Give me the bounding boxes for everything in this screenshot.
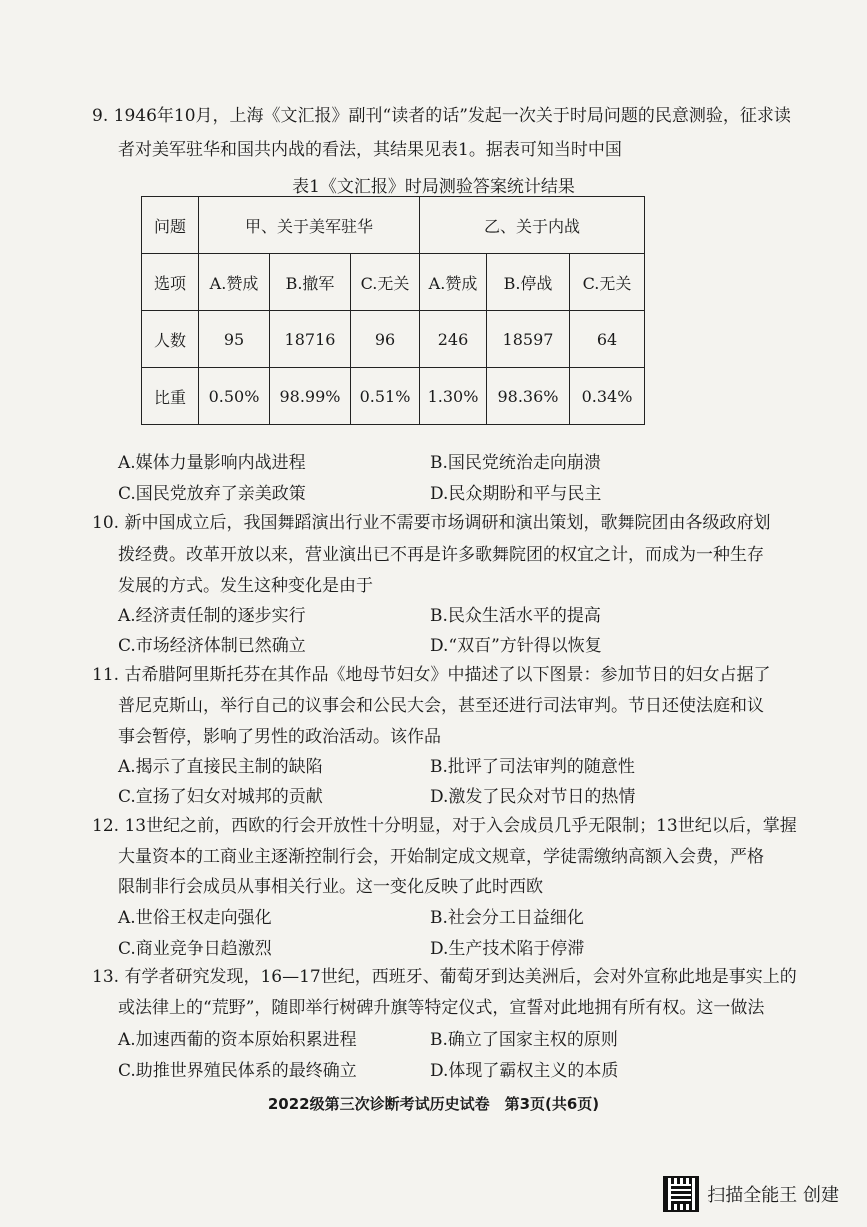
table-cell: 问题 [142,197,199,254]
table-row [142,368,645,425]
q12-line-3: 限制非行会成员从事相关行业。这一变化反映了此时西欧 [118,877,543,897]
q11-option-c[interactable]: C.宣扬了妇女对城邦的贡献 [118,787,323,807]
table-cell: 0.51% [351,368,420,425]
table-cell: C.无关 [351,254,420,311]
table-row [142,197,645,254]
table-cell: A.赞成 [199,254,270,311]
table-cell: 95 [199,311,270,368]
q12-option-d[interactable]: D.生产技术陷于停滞 [430,939,585,959]
q10-option-d[interactable]: D.“双百”方针得以恢复 [430,636,602,656]
q13-option-c[interactable]: C.助推世界殖民体系的最终确立 [118,1061,357,1081]
table-cell: 98.99% [270,368,351,425]
q12-option-a[interactable]: A.世俗王权走向强化 [118,908,272,928]
q9-line-1: 9. 1946年10月，上海《文汇报》副刊“读者的话”发起一次关于时局问题的民意测验，征求读 [92,106,791,126]
scanner-watermark [663,1176,839,1212]
q12-option-b[interactable]: B.社会分工日益细化 [430,908,584,928]
q13-option-d[interactable]: D.体现了霸权主义的本质 [430,1061,619,1081]
q11-line-3: 事会暂停，影响了男性的政治活动。该作品 [118,727,441,747]
table-cell: 18597 [487,311,570,368]
q12-option-c[interactable]: C.商业竞争日趋激烈 [118,939,272,959]
q13-option-a[interactable]: A.加速西葡的资本原始积累进程 [118,1030,357,1050]
table-cell: 乙、关于内战 [420,197,645,254]
table-cell: 0.50% [199,368,270,425]
q13-line-2: 或法律上的“荒野”，随即举行树碑升旗等特定仪式，宣誓对此地拥有所有权。这一做法 [118,998,765,1018]
table-cell: 246 [420,311,487,368]
watermark-text: 扫描全能王 创建 [707,1185,839,1206]
q11-line-2: 普尼克斯山，举行自己的议事会和公民大会，甚至还进行司法审判。节日还使法庭和议 [118,696,764,716]
q13-option-b[interactable]: B.确立了国家主权的原则 [430,1030,618,1050]
table-cell: 96 [351,311,420,368]
q9-option-d[interactable]: D.民众期盼和平与民主 [430,484,602,504]
q9-option-b[interactable]: B.国民党统治走向崩溃 [430,453,601,473]
q9-line-2: 者对美军驻华和国共内战的看法，其结果见表1。据表可知当时中国 [118,140,622,160]
table-caption: 表1《文汇报》时局测验答案统计结果 [292,177,575,197]
table-cell: 0.34% [570,368,645,425]
table-row [142,311,645,368]
table-cell: 比重 [142,368,199,425]
q10-line-1: 10. 新中国成立后，我国舞蹈演出行业不需要市场调研和演出策划，歌舞院团由各级政府划 [92,513,771,533]
q13-line-1: 13. 有学者研究发现，16—17世纪，西班牙、葡萄牙到达美洲后，会对外宣称此地是事实上的 [92,967,797,987]
q12-line-1: 12. 13世纪之前，西欧的行会开放性十分明显，对于入会成员几乎无限制；13世纪以后，掌握 [92,816,797,836]
table-cell: 甲、关于美军驻华 [199,197,420,254]
q10-option-b[interactable]: B.民众生活水平的提高 [430,606,601,626]
table-cell: A.赞成 [420,254,487,311]
q9-option-c[interactable]: C.国民党放弃了亲美政策 [118,484,306,504]
q12-line-2: 大量资本的工商业主逐渐控制行会，开始制定成文规章，学徒需缴纳高额入会费，严格 [118,847,764,867]
q11-option-b[interactable]: B.批评了司法审判的随意性 [430,757,635,777]
table-cell: 选项 [142,254,199,311]
q10-option-a[interactable]: A.经济责任制的逐步实行 [118,606,306,626]
poll-table [141,196,645,425]
table-row [142,254,645,311]
q10-line-2: 拨经费。改革开放以来，营业演出已不再是许多歌舞院团的权宜之计，而成为一种生存 [118,545,764,565]
q11-option-a[interactable]: A.揭示了直接民主制的缺陷 [118,757,323,777]
table-cell: 18716 [270,311,351,368]
table-cell: 1.30% [420,368,487,425]
q9-option-a[interactable]: A.媒体力量影响内战进程 [118,453,306,473]
q11-line-1: 11. 古希腊阿里斯托芬在其作品《地母节妇女》中描述了以下图景：参加节日的妇女占据了 [92,665,771,685]
table-cell: 人数 [142,311,199,368]
qr-code-icon [663,1176,699,1212]
q10-line-3: 发展的方式。发生这种变化是由于 [118,576,373,596]
table-cell: 98.36% [487,368,570,425]
page-footer: 2022级第三次诊断考试历史试卷 第3页(共6页) [267,1095,600,1113]
table-cell: B.停战 [487,254,570,311]
table-cell: B.撤军 [270,254,351,311]
table-cell: C.无关 [570,254,645,311]
q11-option-d[interactable]: D.激发了民众对节日的热情 [430,787,636,807]
table-cell: 64 [570,311,645,368]
q10-option-c[interactable]: C.市场经济体制已然确立 [118,636,306,656]
